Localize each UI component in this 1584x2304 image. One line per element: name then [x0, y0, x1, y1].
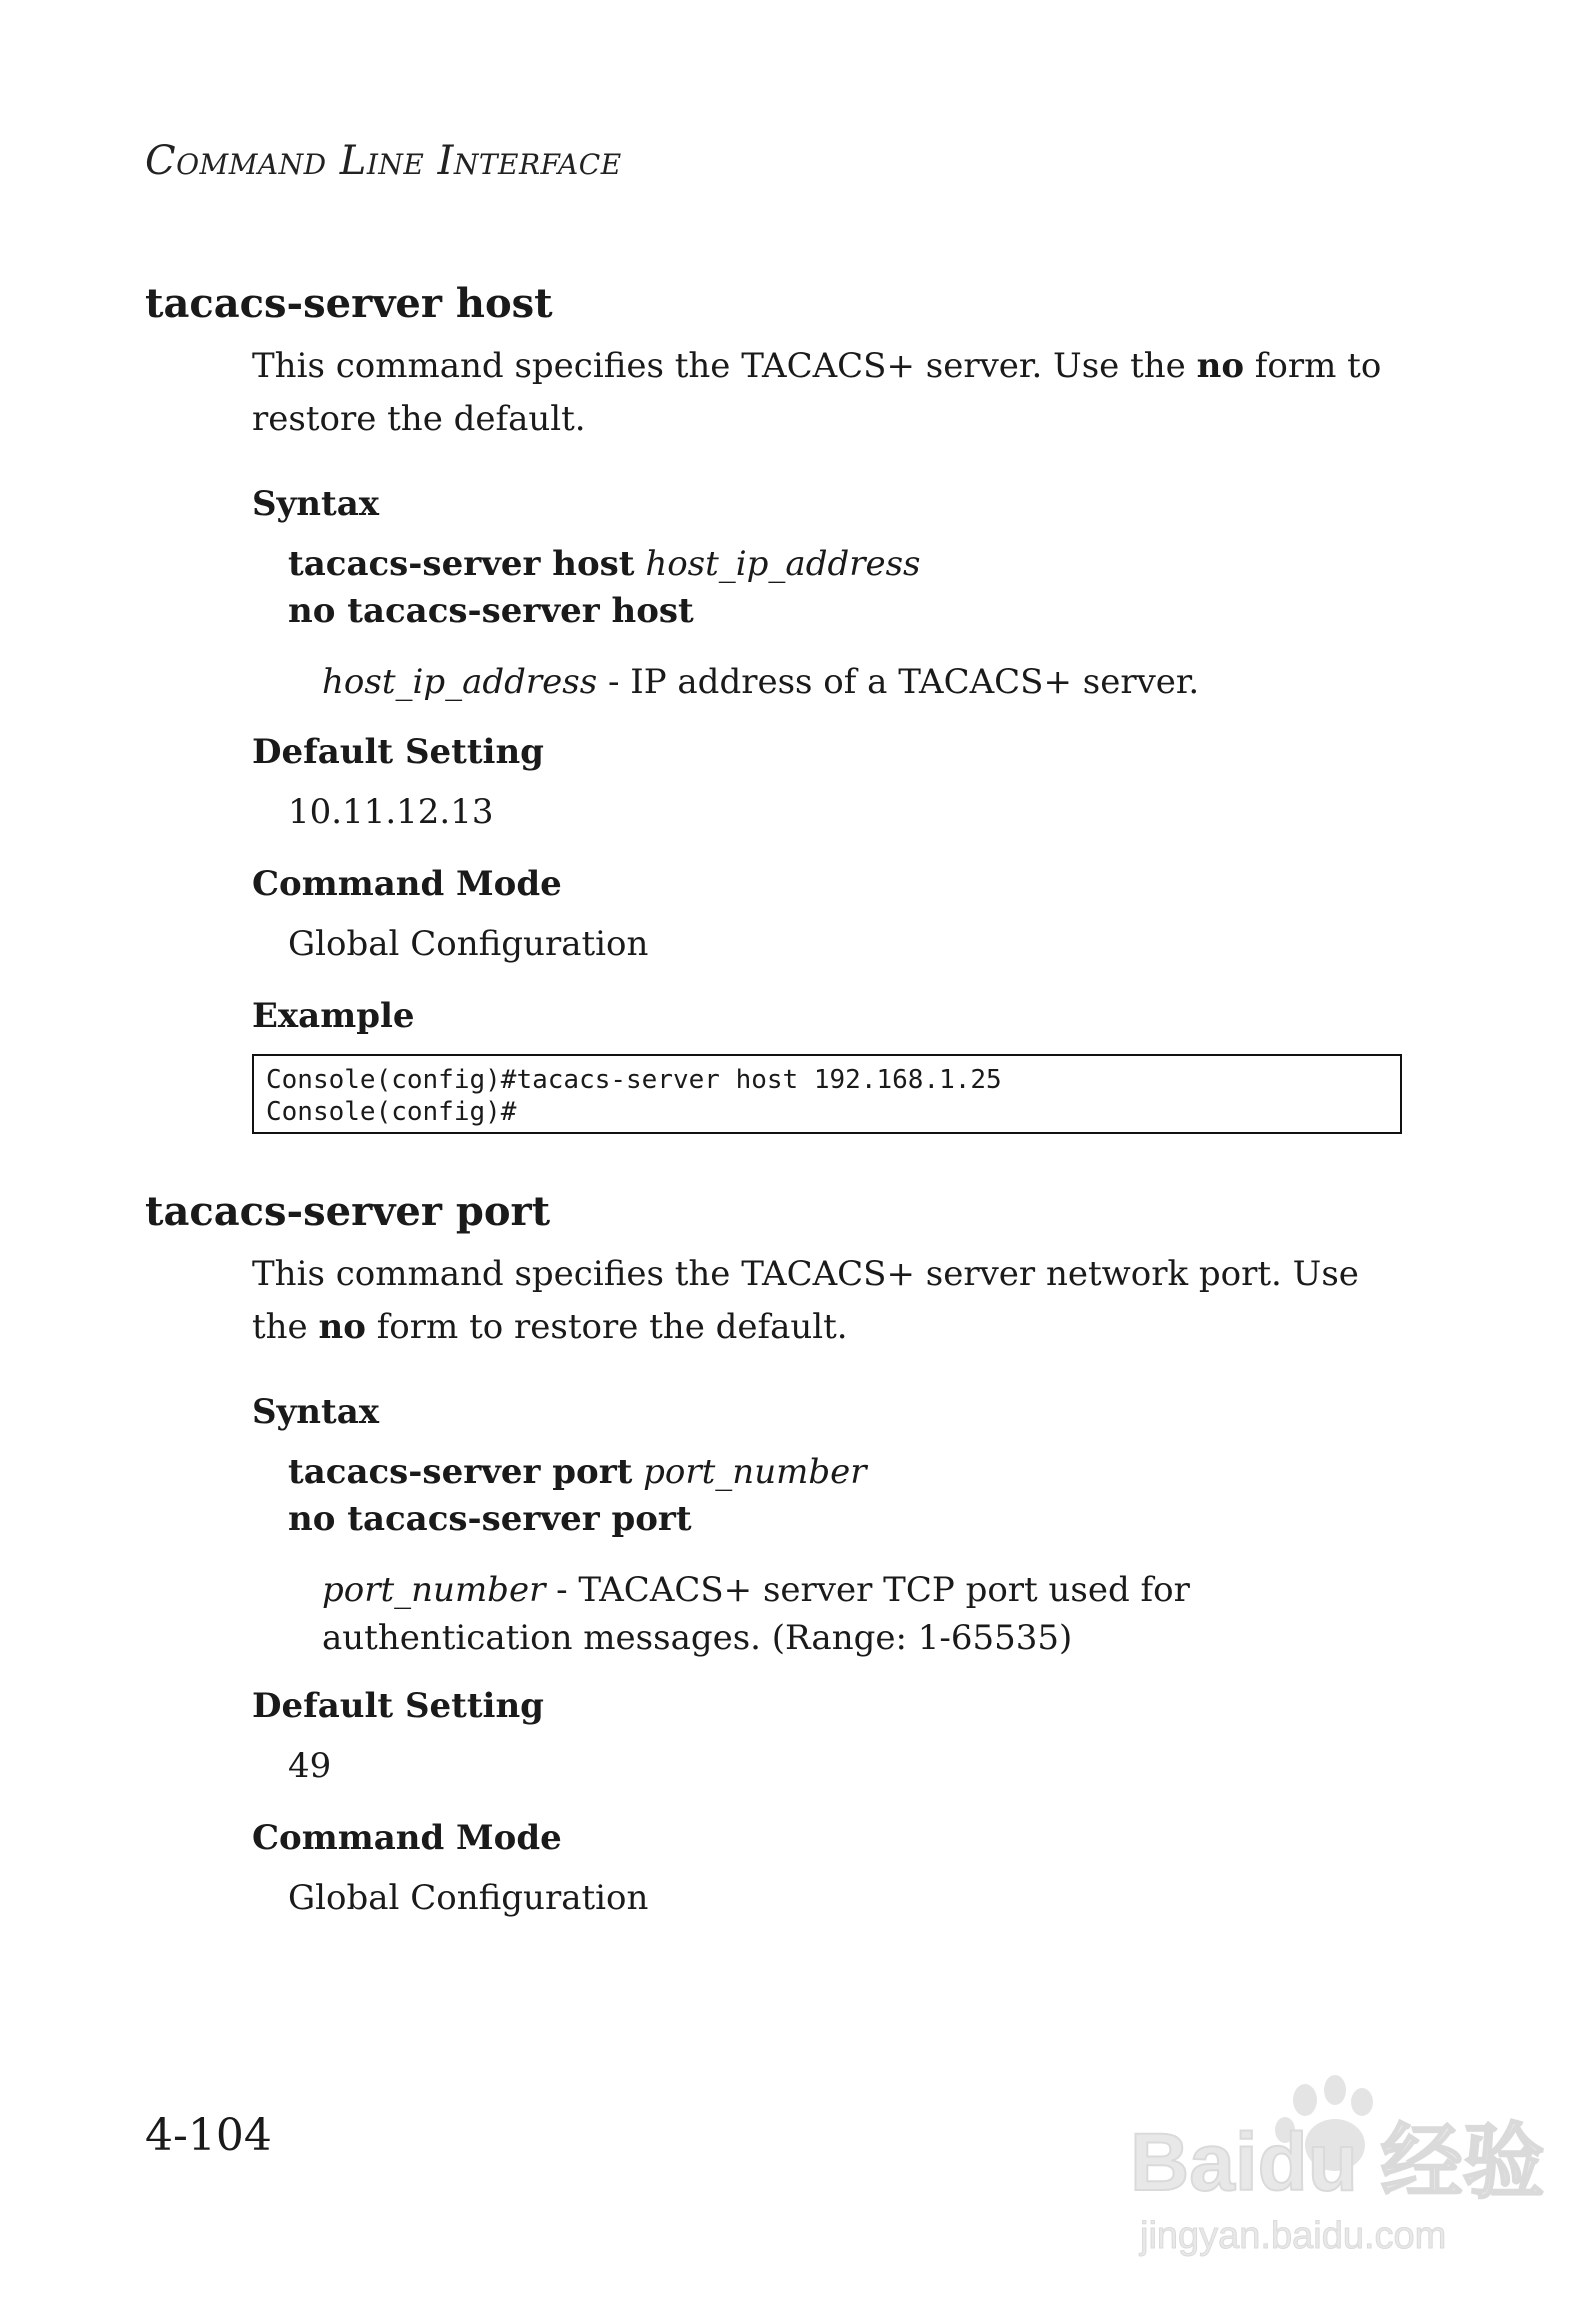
syntax-no-line: no tacacs-server port: [288, 1499, 692, 1539]
syntax-line: tacacs-server port port_number: [288, 1452, 867, 1492]
example-heading: Example: [252, 996, 415, 1036]
parameter-description: port_number - TACACS+ server TCP port used for authentication messages. (Range: 1-65535): [322, 1570, 1190, 1658]
command-mode-value: Global Configuration: [288, 1878, 649, 1918]
default-setting-value: 10.11.12.13: [288, 792, 494, 832]
syntax-no-line: no tacacs-server host: [288, 591, 694, 631]
default-setting-heading: Default Setting: [252, 732, 544, 772]
page-number: 4-104: [145, 2110, 272, 2161]
command-mode-heading: Command Mode: [252, 1818, 562, 1858]
baidu-watermark-logo: [1120, 2060, 1545, 2260]
code-line: Console(config)#tacacs-server host 192.168.1.25: [266, 1065, 1002, 1095]
default-setting-value: 49: [288, 1746, 332, 1786]
baidu-watermark-url: jingyan.baidu.com: [1140, 2215, 1447, 2257]
running-header: Command Line Interface: [145, 138, 622, 184]
code-line: Console(config)#: [266, 1097, 517, 1127]
syntax-heading: Syntax: [252, 1392, 380, 1432]
command-title-host: tacacs-server host: [145, 280, 553, 327]
command-description-port: This command specifies the TACACS+ server network port. Use the no form to restore the default.: [252, 1254, 1359, 1347]
syntax-line: tacacs-server host host_ip_address: [288, 544, 921, 584]
command-mode-value: Global Configuration: [288, 924, 649, 964]
syntax-heading: Syntax: [252, 484, 380, 524]
example-code-box: [252, 1054, 1402, 1134]
command-title-port: tacacs-server port: [145, 1188, 551, 1235]
default-setting-heading: Default Setting: [252, 1686, 544, 1726]
command-description-host: This command specifies the TACACS+ server. Use the no form to restore the default.: [252, 346, 1382, 439]
parameter-description: host_ip_address - IP address of a TACACS+ server.: [322, 662, 1200, 702]
command-mode-heading: Command Mode: [252, 864, 562, 904]
baidu-watermark-brand: Baidu 经验: [1130, 2117, 1545, 2208]
